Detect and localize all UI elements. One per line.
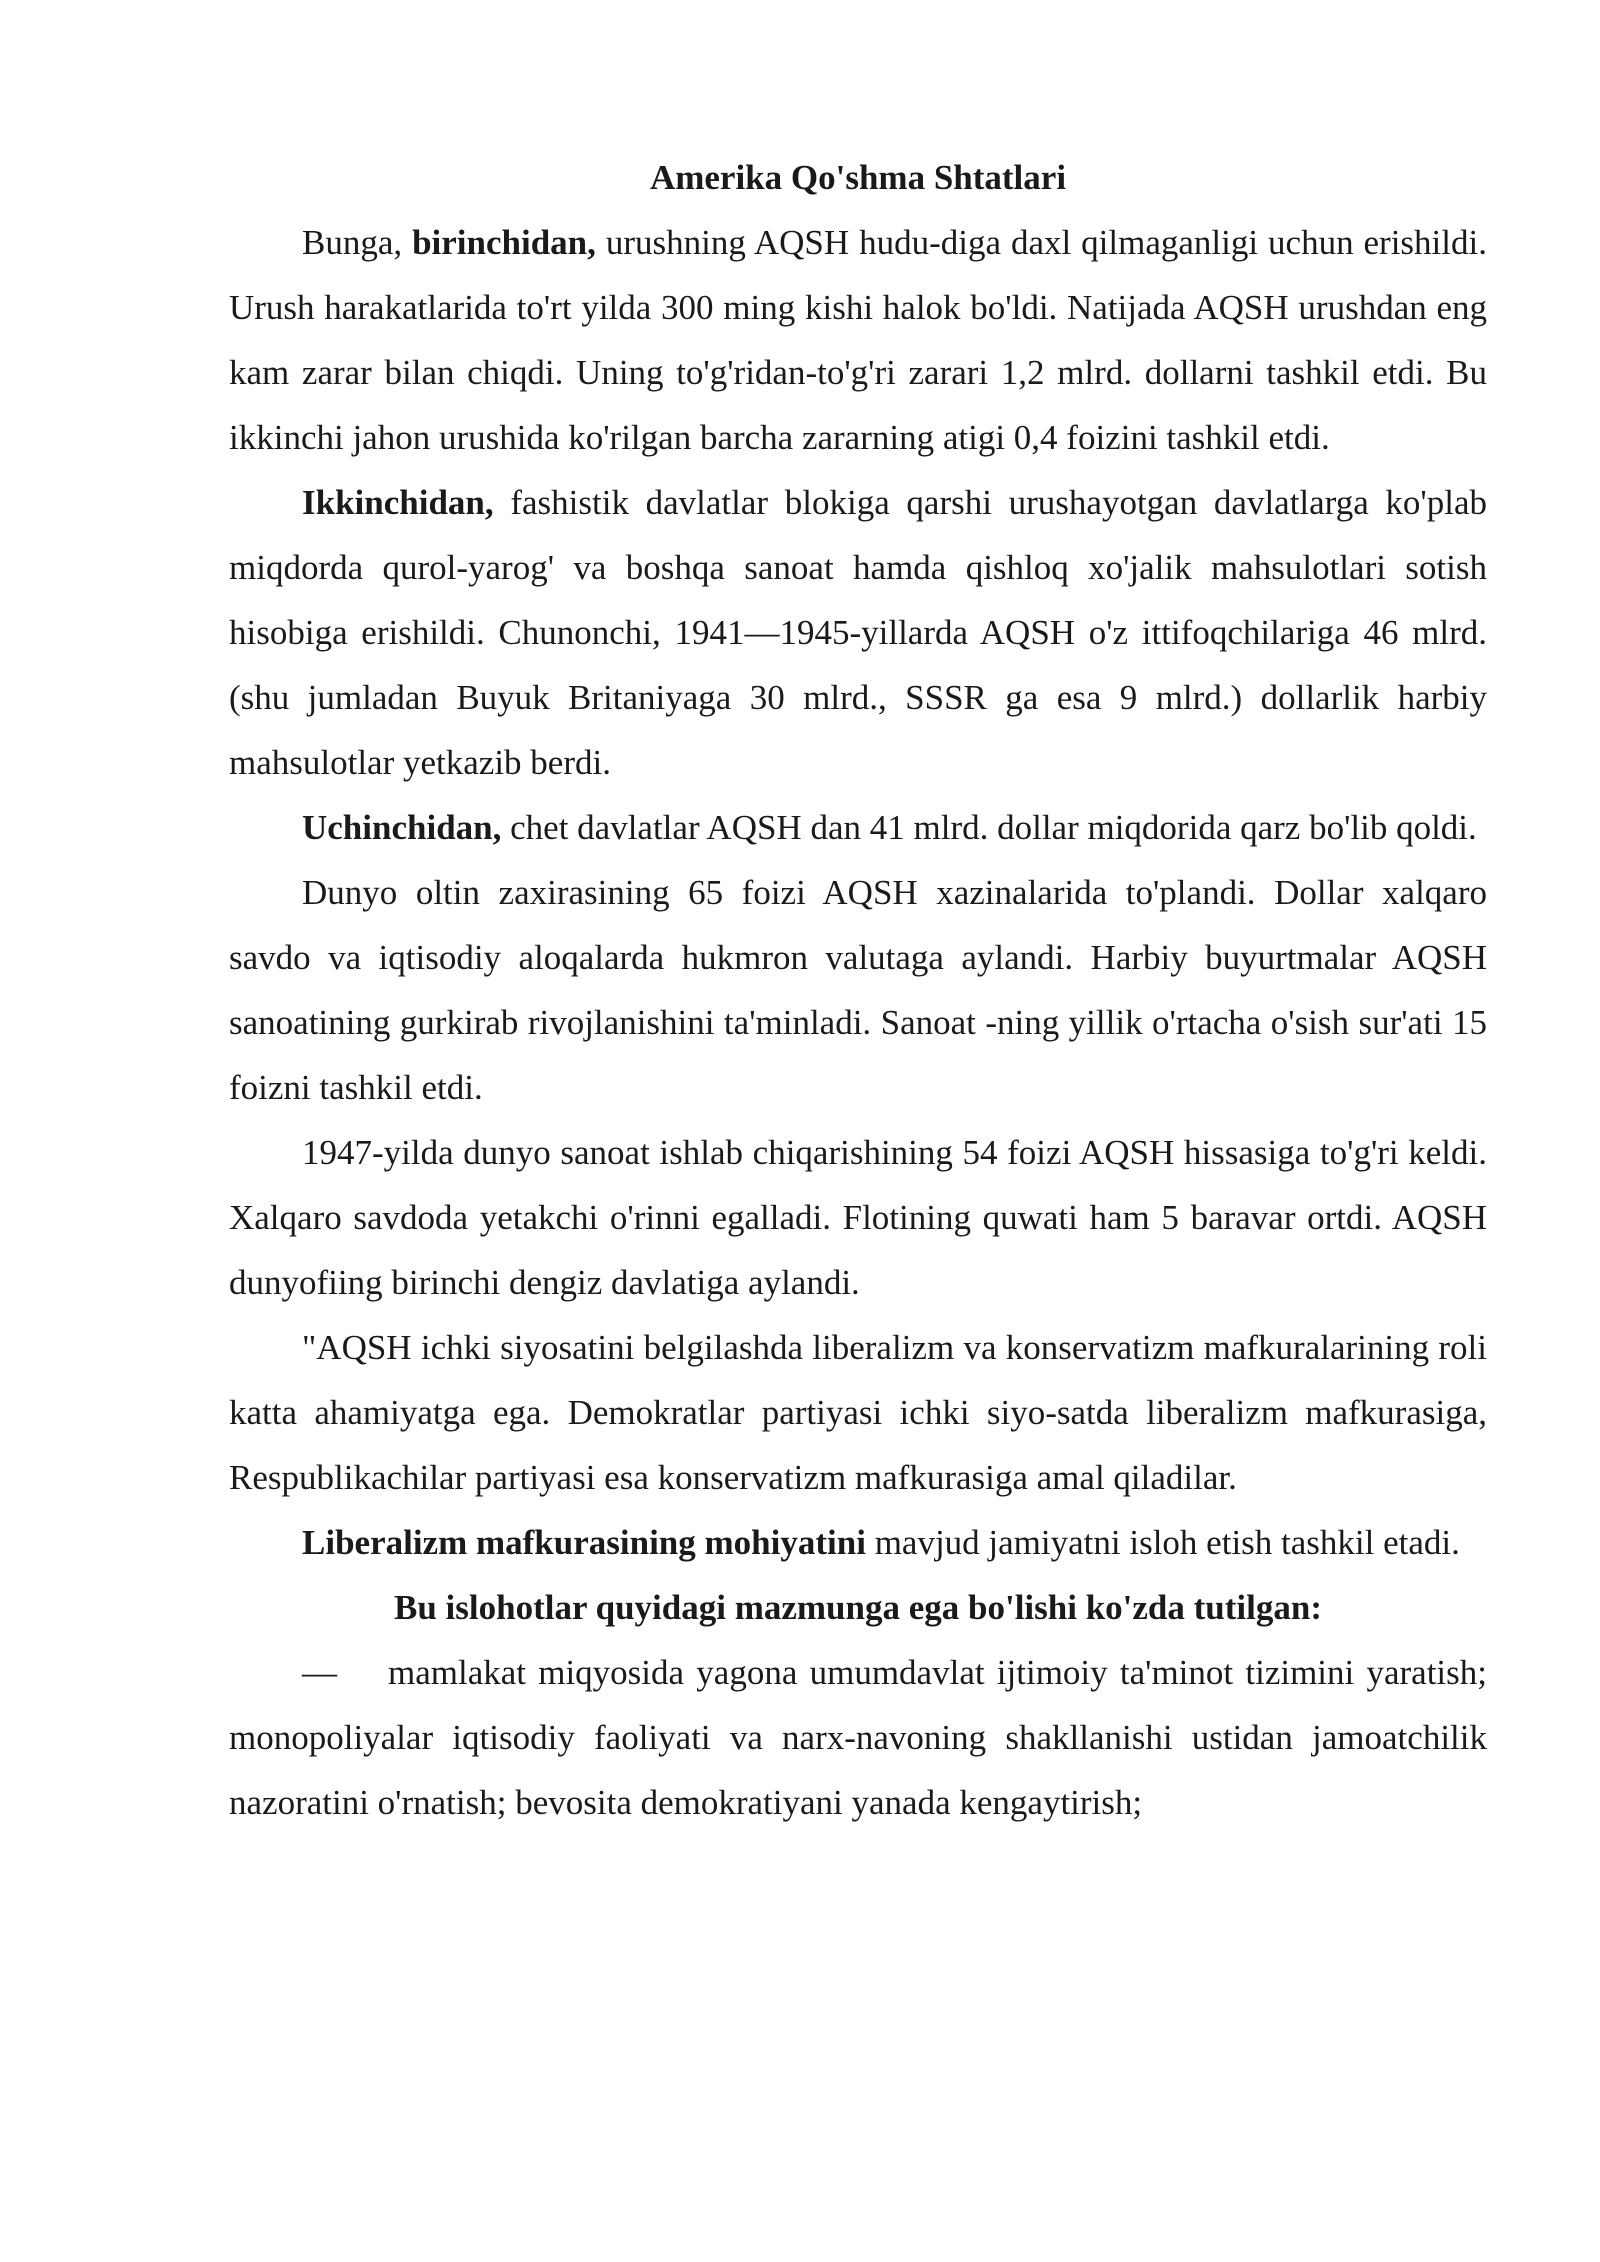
paragraph-7-bold: Liberalizm mafkurasining mohiyatini <box>302 1523 866 1562</box>
paragraph-2-text: fashistik davlatlar blokiga qarshi urushayotgan davlatlarga ko'plab miqdorda qurol-yarog' va boshqa sanoat hamda qishloq xo'jalik mahsulotlari sotish hisobiga erishildi. Chunonchi, 1941—1945-yillarda AQSH o'z ittifoqchilariga 46 mlrd. (shu jumladan Buyuk Britaniyaga 30 mlrd., SSSR ga esa 9 mlrd.) dollarlik harbiy mahsulotlar yetkazib berdi. <box>229 483 1487 782</box>
paragraph-2-bold: Ikkinchidan, <box>302 483 494 522</box>
paragraph-5: 1947-yilda dunyo sanoat ishlab chiqarishining 54 foizi AQSH hissasiga to'g'ri keldi. Xalqaro savdoda yetakchi o'rinni egalladi. Flotining quwati ham 5 baravar ortdi. AQSH dunyofiing birinchi dengiz davlatiga aylandi. <box>229 1133 1487 1302</box>
list-item-text: mamlakat miqyosida yagona umumdavlat ijtimoiy ta'minot tizimini yaratish; monopoliyalar iqtisodiy faoliyati va narx-navoning shakllanishi ustidan jamoatchilik nazoratini o'rnatish; bevosita demokratiyani yanada kengaytirish; <box>229 1653 1487 1822</box>
section-subheading: Bu islohotlar quyidagi mazmunga ega bo'lishi ko'zda tutilgan: <box>393 1588 1322 1627</box>
paragraph-1-bold: birinchidan, <box>412 223 596 262</box>
paragraph-3-text: chet davlatlar AQSH dan 41 mlrd. dollar miqdorida qarz bo'lib qoldi. <box>501 808 1477 847</box>
paragraph-1-lead: Bunga, <box>302 223 413 262</box>
paragraph-6: "AQSH ichki siyosatini belgilashda liberalizm va konservatizm mafkuralarining roli katta ahamiyatga ega. Demokratlar partiyasi ichki siyo-satda liberalizm mafkurasiga, Respublikachilar partiyasi esa konservatizm mafkurasiga amal qiladilar. <box>229 1328 1487 1497</box>
dash-bullet: — <box>302 1653 337 1692</box>
paragraph-1 <box>229 210 1487 470</box>
paragraph-7 <box>229 1510 1487 1575</box>
paragraph-7-text: mavjud jamiyatni isloh etish tashkil etadi. <box>865 1523 1460 1562</box>
document-title: Amerika Qo'shma Shtatlari <box>649 158 1067 197</box>
paragraph-3-bold: Uchinchidan, <box>302 808 502 847</box>
document-page <box>229 145 1487 1835</box>
paragraph-4: Dunyo oltin zaxirasining 65 foizi AQSH xazinalarida to'plandi. Dollar xalqaro savdo va iqtisodiy aloqalarda hukmron valutaga aylandi. Harbiy buyurtmalar AQSH sanoatining gurkirab rivojlanishini ta'minladi. Sanoat -ning yillik o'rtacha o'sish sur'ati 15 foizni tashkil etdi. <box>229 873 1487 1107</box>
paragraph-3 <box>229 795 1487 860</box>
list-item <box>229 1640 1487 1835</box>
paragraph-2 <box>229 470 1487 795</box>
paragraph-1-text: urushning AQSH hudu-diga daxl qilmaganligi uchun erishildi. Urush harakatlarida to'rt yilda 300 ming kishi halok bo'ldi. Natijada AQSH urushdan eng kam zarar bilan chiqdi. Uning to'g'ridan-to'g'ri zarari 1,2 mlrd. dollarni tashkil etdi. Bu ikkinchi jahon urushida ko'rilgan barcha zararning atigi 0,4 foizini tashkil etdi. <box>229 223 1487 457</box>
